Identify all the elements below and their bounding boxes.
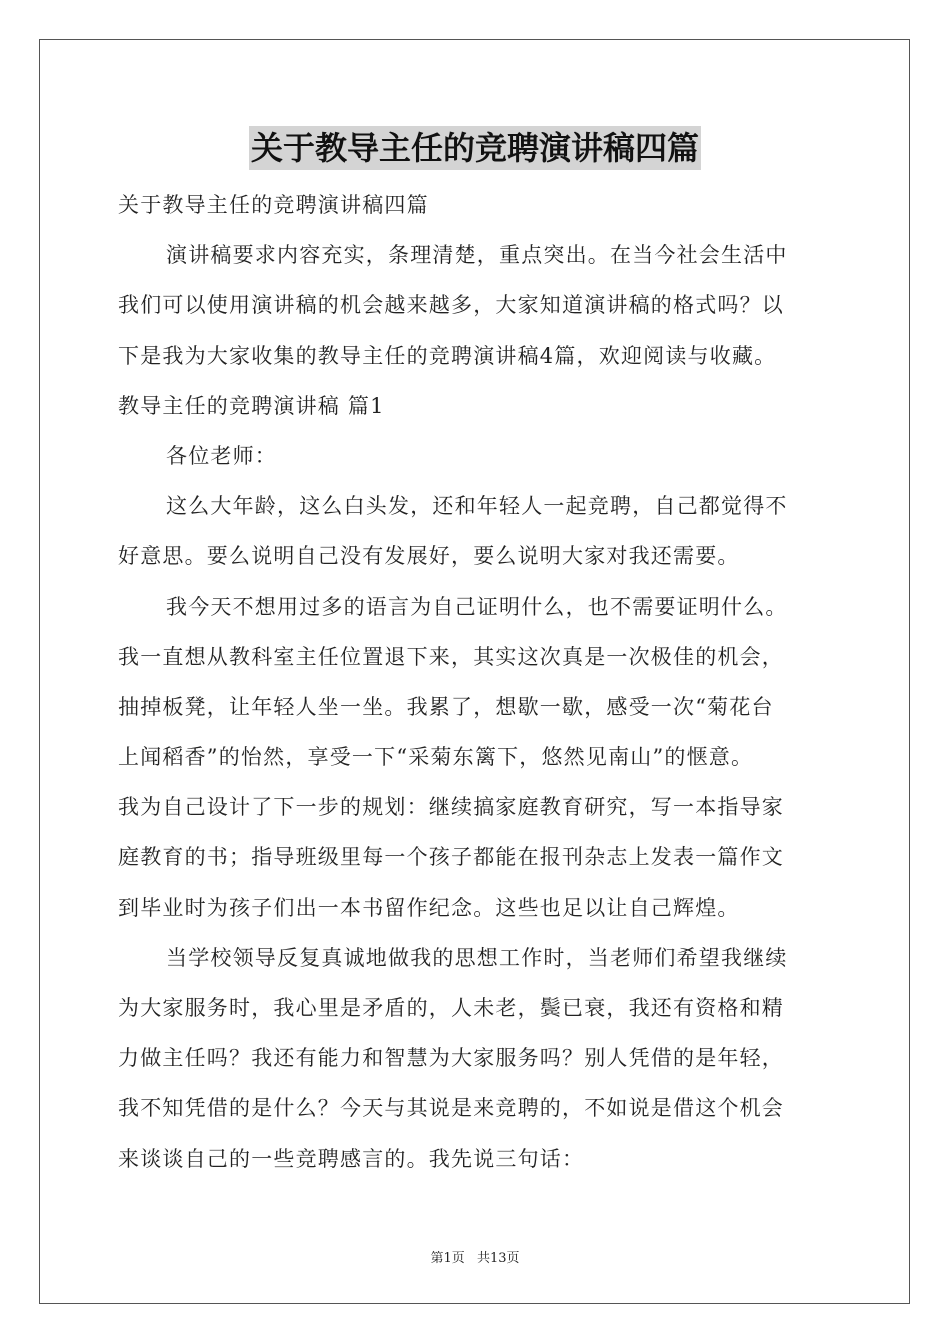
text-line: 为大家服务时，我心里是矛盾的，人未老，鬓已衰，我还有资格和精 [118,996,784,1020]
text-line: 教导主任的竞聘演讲稿 篇1 [118,393,385,418]
text-line: 好意思。要么说明自己没有发展好，要么说明大家对我还需要。 [118,544,740,569]
text-line: 抽掉板凳，让年轻人坐一坐。我累了，想歇一歇，感受一次“菊花台 [118,694,774,719]
text-line: 上闻稻香”的怡然，享受一下“采菊东篱下，悠然见南山”的惬意。 [118,745,754,770]
text-line: 到毕业时为孩子们出一本书留作纪念。这些也足以让自己辉煌。 [118,895,740,920]
page-number-current: 第1页 [430,1251,465,1266]
page-footer [0,1247,950,1266]
text-line: 庭教育的书；指导班级里每一个孩子都能在报刊杂志上发表一篇作文 [118,845,784,870]
text-line: 各位老师： [166,443,277,468]
text-line: 演讲稿要求内容充实，条理清楚，重点突出。在当今社会生活中 [166,243,788,268]
text-line: 我们可以使用演讲稿的机会越来越多，大家知道演讲稿的格式吗？以 [118,293,784,318]
document-body [118,180,838,1184]
text-line: 这么大年龄，这么白头发，还和年轻人一起竞聘，自己都觉得不 [166,494,788,519]
page-number-total: 共13页 [476,1251,520,1266]
text-line: 我一直想从教科室主任位置退下来，其实这次真是一次极佳的机会， [118,644,784,669]
text-line: 下是我为大家收集的教导主任的竞聘演讲稿4篇，欢迎阅读与收藏。 [118,343,777,368]
text-line: 力做主任吗？我还有能力和智慧为大家服务吗？别人凭借的是年轻， [118,1046,784,1071]
document-title: 关于教导主任的竞聘演讲稿四篇 [249,126,701,170]
text-line: 关于教导主任的竞聘演讲稿四篇 [118,193,429,217]
title-container [0,126,950,170]
text-line: 来谈谈自己的一些竞聘感言的。我先说三句话： [118,1146,585,1171]
text-line: 我为自己设计了下一步的规划：继续搞家庭教育研究，写一本指导家 [118,795,784,820]
text-line: 当学校领导反复真诚地做我的思想工作时，当老师们希望我继续 [166,945,788,970]
text-line: 我今天不想用过多的语言为自己证明什么，也不需要证明什么。 [166,594,788,619]
text-line: 我不知凭借的是什么？今天与其说是来竞聘的，不如说是借这个机会 [118,1096,784,1121]
